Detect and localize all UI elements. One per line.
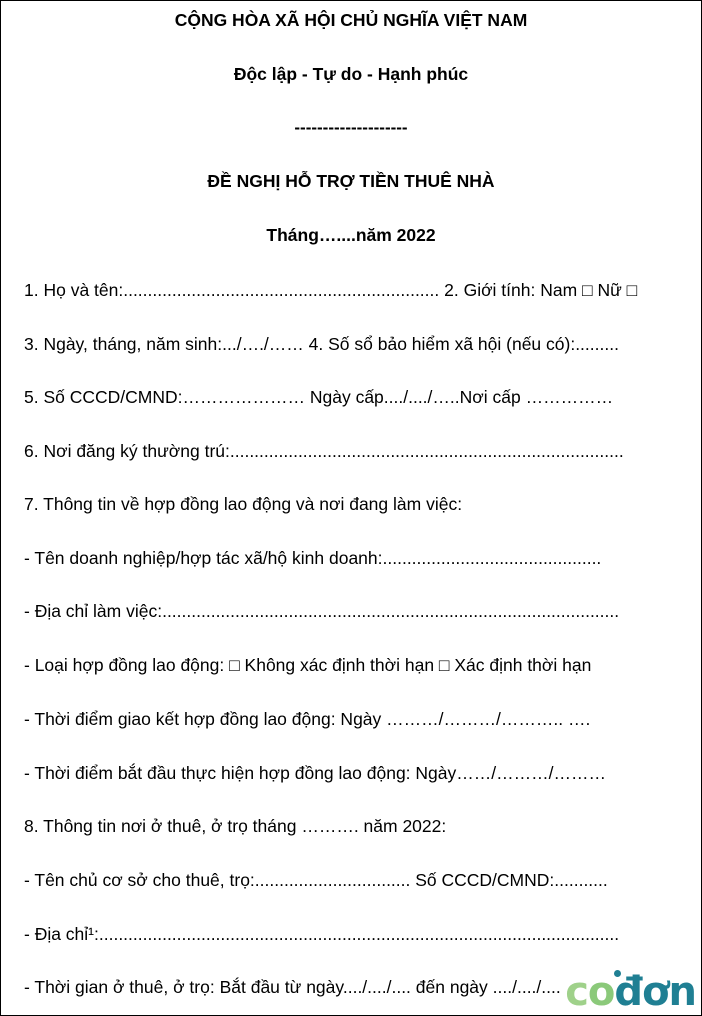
document-title: ĐỀ NGHỊ HỖ TRỢ TIỀN THUÊ NHÀ	[207, 171, 495, 191]
codon-logo	[550, 968, 700, 1016]
motto: Độc lập - Tự do - Hạnh phúc	[233, 64, 469, 84]
line-rental-address: - Địa chỉ¹:...........................................................................................................	[24, 924, 620, 944]
divider: --------------------	[294, 118, 408, 137]
line-birthdate-insurance: 3. Ngày, tháng, năm sinh:.../…./…… 4. Số sổ bảo hiểm xã hội (nếu có):.........	[24, 334, 619, 354]
line-rental-period: - Thời gian ở thuê, ở trọ: Bắt đầu từ ngày..../..../.... đến ngày ..../..../....	[24, 977, 561, 997]
line-contract-type: - Loại hợp đồng lao động: □ Không xác định thời hạn □ Xác định thời hạn	[24, 655, 592, 675]
logo-wordmark: cođơn	[565, 969, 696, 1015]
country-heading: CỘNG HÒA XÃ HỘI CHỦ NGHĨA VIỆT NAM	[174, 10, 528, 30]
line-permanent-address: 6. Nơi đăng ký thường trú:.................................................................................	[24, 441, 624, 461]
line-contract-start-date: - Thời điểm bắt đầu thực hiện hợp đồng lao động: Ngày……/………/………	[24, 763, 606, 783]
line-contract-signed-date: - Thời điểm giao kết hợp đồng lao động: Ngày ………/………/……….. ….	[24, 709, 591, 729]
line-landlord: - Tên chủ cơ sở cho thuê, trọ:................................ Số CCCD/CMND:...........	[24, 870, 608, 890]
line-work-address: - Địa chỉ làm việc:..............................................................................................	[24, 601, 620, 621]
line-id-card: 5. Số CCCD/CMND:………………… Ngày cấp..../..../…..Nơi cấp ……………	[24, 387, 614, 407]
line-employer-name: - Tên doanh nghiệp/hợp tác xã/hộ kinh doanh:.............................................	[24, 548, 602, 568]
period-line: Tháng…....năm 2022	[266, 225, 436, 245]
line-full-name-gender: 1. Họ và tên:................................................................. 2. Giới tính: Nam □ Nữ □	[24, 280, 638, 300]
line-contract-heading: 7. Thông tin về hợp đồng lao động và nơi đang làm việc:	[24, 494, 463, 514]
line-rental-heading: 8. Thông tin nơi ở thuê, ở trọ tháng ………. năm 2022:	[24, 816, 447, 836]
